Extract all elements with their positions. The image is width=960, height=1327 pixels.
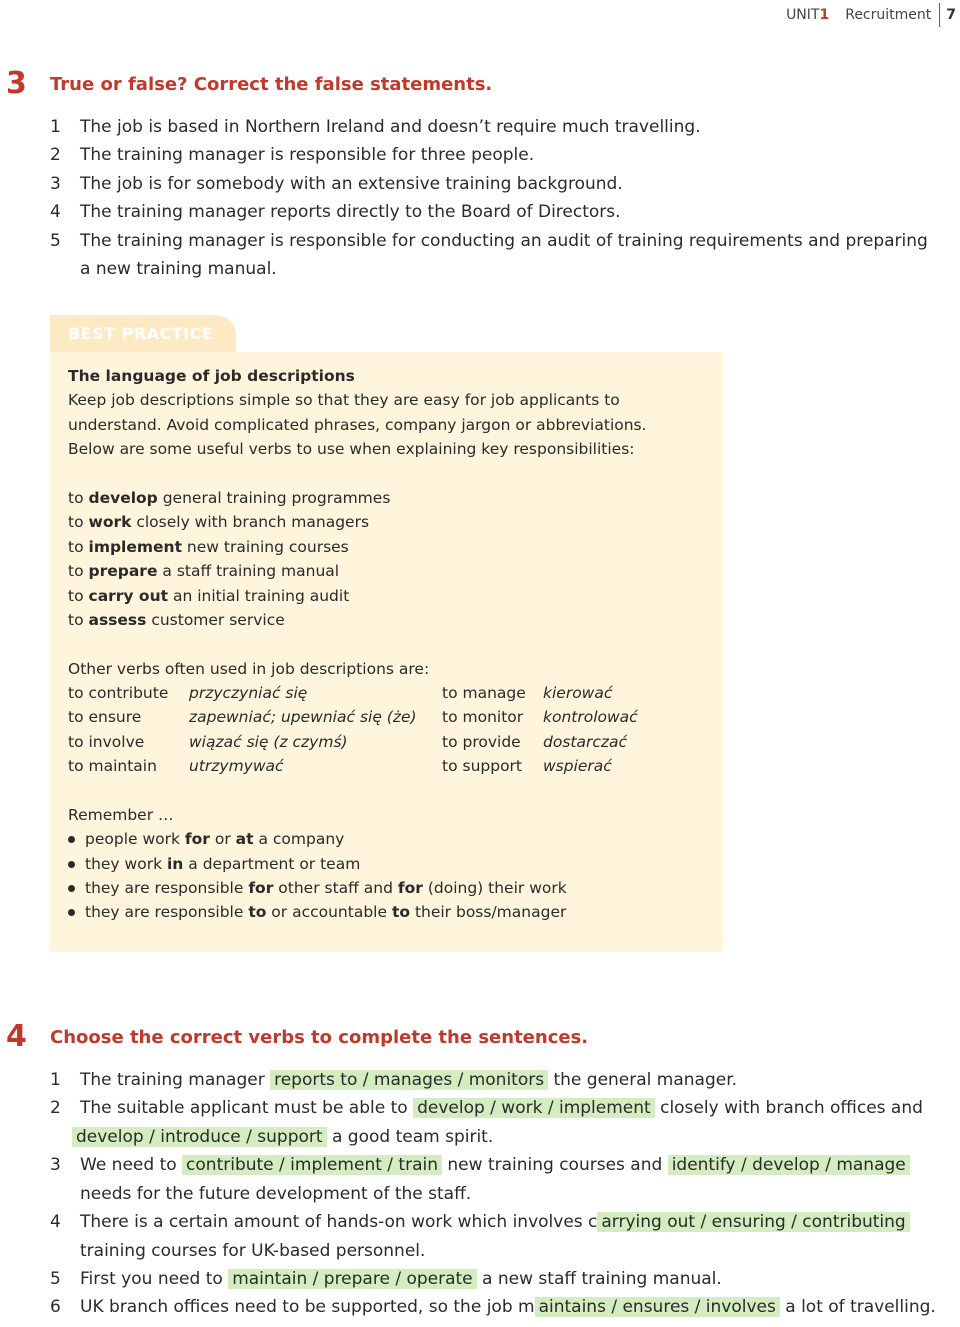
intro-line: understand. Avoid complicated phrases, company jargon or abbreviations. xyxy=(68,416,647,434)
verb-en: to ensure xyxy=(68,708,142,726)
bullet-icon xyxy=(68,861,75,868)
answer-options[interactable]: identify / develop / manage xyxy=(668,1155,910,1175)
verb-item: to develop general training programmes xyxy=(68,489,391,507)
exercise-3-title: True or false? Correct the false statements. xyxy=(50,74,493,95)
intro-line: Below are some useful verbs to use when explaining key responsibilities: xyxy=(68,440,635,458)
answer-options[interactable]: maintain / prepare / operate xyxy=(228,1269,476,1289)
bullet-item: people work for or at a company xyxy=(68,830,344,848)
other-verbs-heading: Other verbs often used in job descriptions are: xyxy=(68,660,430,678)
answer-options[interactable]: reports to / manages / monitors xyxy=(270,1070,548,1090)
verb-item: to carry out an initial training audit xyxy=(68,587,350,605)
verb-pl: wspierać xyxy=(543,757,612,775)
sentence-continuation: develop / introduce / support a good team spirit. xyxy=(72,1127,493,1147)
intro-line: Keep job descriptions simple so that they are easy for job applicants to xyxy=(68,391,620,409)
verb-en: to maintain xyxy=(68,757,157,775)
verb-pl: zapewniać; upewniać się (że) xyxy=(189,708,417,726)
verb-pl: dostarczać xyxy=(543,733,628,751)
verb-en: to manage xyxy=(442,684,526,702)
verb-en: to support xyxy=(442,757,522,775)
sentence-continuation: training courses for UK-based personnel. xyxy=(80,1241,426,1261)
verb-item: to prepare a staff training manual xyxy=(68,562,340,580)
answer-options[interactable]: arrying out / ensuring / contributing xyxy=(597,1212,909,1232)
verb-item: to implement new training courses xyxy=(68,538,349,556)
page-number: 7 xyxy=(946,7,956,23)
exercise-4-title: Choose the correct verbs to complete the sentences. xyxy=(50,1027,589,1048)
verb-pl: kontrolować xyxy=(543,708,638,726)
verb-en: to involve xyxy=(68,733,145,751)
verb-en: to provide xyxy=(442,733,521,751)
bullet-icon xyxy=(68,885,75,892)
verb-pl: kierować xyxy=(543,684,613,702)
section-title: Recruitment xyxy=(845,7,932,23)
answer-options[interactable]: develop / work / implement xyxy=(413,1098,655,1118)
verb-en: to monitor xyxy=(442,708,524,726)
answer-options[interactable]: contribute / implement / train xyxy=(182,1155,442,1175)
answer-options[interactable]: develop / introduce / support xyxy=(72,1127,327,1147)
list-item-continuation: a new training manual. xyxy=(80,259,277,279)
verb-item: to assess customer service xyxy=(68,611,285,629)
bullet-item: they are responsible to or accountable to their boss/manager xyxy=(68,903,566,921)
exercise-4-number: 4 xyxy=(6,1019,27,1054)
verb-pl: utrzymywać xyxy=(189,757,284,775)
best-practice-heading: The language of job descriptions xyxy=(68,367,355,385)
best-practice-tab: BEST PRACTICE xyxy=(50,315,236,353)
bullet-icon xyxy=(68,909,75,916)
verb-pl: wiązać się (z czymś) xyxy=(189,733,348,751)
exercise-3-number: 3 xyxy=(6,66,27,101)
verb-en: to contribute xyxy=(68,684,169,702)
header-divider xyxy=(939,3,940,27)
remember-heading: Remember … xyxy=(68,806,174,824)
bullet-icon xyxy=(68,836,75,843)
verb-pl: przyczyniać się xyxy=(189,684,308,702)
bullet-item: they are responsible for other staff and for (doing) their work xyxy=(68,879,567,897)
bullet-item: they work in a department or team xyxy=(68,855,360,873)
sentence-continuation: needs for the future development of the staff. xyxy=(80,1184,472,1204)
answer-options[interactable]: aintains / ensures / involves xyxy=(535,1297,780,1317)
unit-label: UNIT1 xyxy=(786,7,830,23)
unit-number: 1 xyxy=(819,7,830,23)
page-header xyxy=(786,5,960,25)
verb-item: to work closely with branch managers xyxy=(68,513,370,531)
